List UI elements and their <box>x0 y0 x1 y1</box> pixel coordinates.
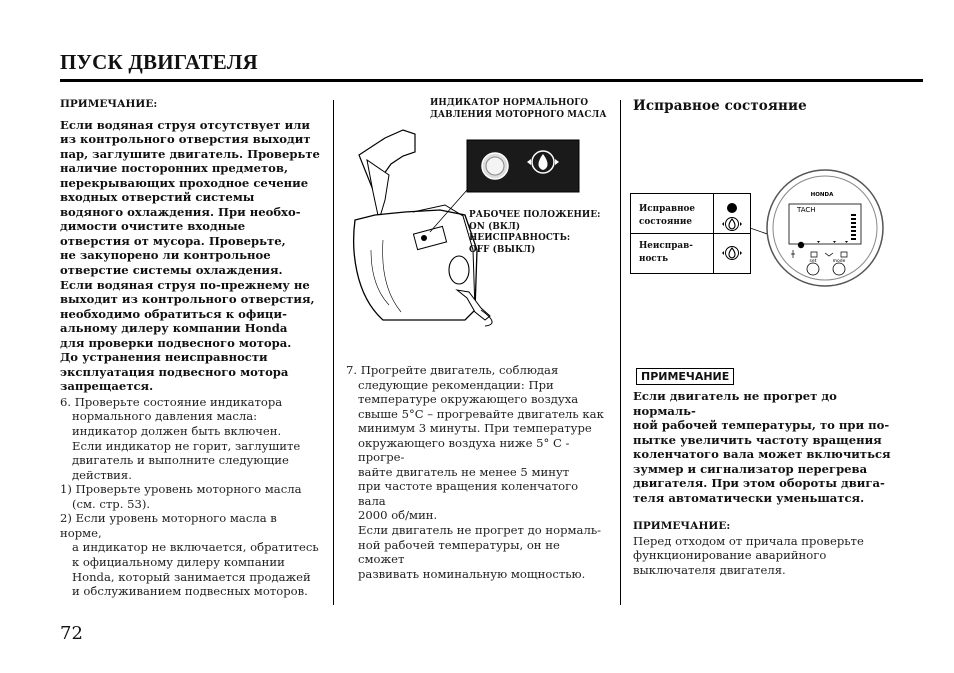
note-line: выключателя двигателя. <box>633 563 786 578</box>
note-bold <box>633 389 903 505</box>
note-heading: ПРИМЕЧАНИЕ: <box>60 98 158 110</box>
oil-lamp <box>798 242 804 248</box>
step-line: окружающего воздуха ниже 5° С - прогре- <box>358 435 570 465</box>
note-line: До устранения неисправности <box>60 350 268 365</box>
note2-heading: ПРИМЕЧАНИЕ: <box>633 520 731 533</box>
main-switch <box>449 256 469 284</box>
note-line: коленчатого вала может включиться <box>633 447 891 462</box>
section-heading: Исправное состояние <box>633 98 807 114</box>
note-box: ПРИМЕЧАНИЕ <box>636 368 734 385</box>
note-line: Перед отходом от причала проверьте <box>633 533 864 548</box>
note-line: двигателя. При этом обороты двига- <box>633 476 885 491</box>
step-line: минимум 3 минуты. При температуре <box>358 421 592 436</box>
note-line: пар, заглушите двигатель. Проверьте <box>60 146 320 161</box>
sub-step-line: и обслуживанием подвесных моторов. <box>72 584 308 599</box>
step-line: Если двигатель не прогрет до нормаль- <box>358 523 602 538</box>
step-line: индикатор должен быть включен. <box>72 424 282 439</box>
column-3-text <box>633 389 903 578</box>
title-rule <box>60 79 923 82</box>
state-line: НЕИСПРАВНОСТЬ: <box>469 233 571 243</box>
note-line: водяного охлаждения. При необхо- <box>60 204 301 219</box>
gauge-tach-label: TACH <box>797 206 816 214</box>
mode-button <box>833 263 845 275</box>
note-line: Если водяная струя отсутствует или <box>60 117 311 132</box>
step-line: развивать номинальную мощностью. <box>358 566 586 581</box>
note-line: теля автоматически уменьшатся. <box>633 490 865 505</box>
table-cell-text: Неисправ- <box>639 241 693 251</box>
note2-body <box>633 534 903 578</box>
sub-step-line: 1) Проверьте уровень моторного масла <box>60 482 302 497</box>
note-line: входных отверстий системы <box>60 190 255 205</box>
sub-step-line: а индикатор не включается, обратитесь <box>72 540 319 555</box>
note-line: выходит из контрольного отверстия, <box>60 292 315 307</box>
indicator-label-line: ИНДИКАТОР НОРМАЛЬНОГО <box>430 98 589 108</box>
mode-label: mode <box>832 259 846 264</box>
oil-pressure-icon-fault <box>722 247 742 260</box>
step-line: свыше 5°С – прогревайте двигатель как <box>358 406 604 421</box>
status-table <box>630 193 751 274</box>
step-line: 2000 об/мин. <box>358 508 438 523</box>
table-icons <box>714 194 750 273</box>
tachometer-gauge <box>765 168 885 288</box>
step-line: температуре окружающего воздуха <box>358 392 579 407</box>
note-line: зуммер и сигнализатор перегрева <box>633 461 868 476</box>
step-7 <box>346 363 606 581</box>
state-line: РАБОЧЕЕ ПОЛОЖЕНИЕ: <box>469 210 601 220</box>
note-line: перекрывающих проходное сечение <box>60 175 309 190</box>
table-cell-text: состояние <box>639 216 692 227</box>
note-line: ной рабочей температуры, то при по- <box>633 418 890 433</box>
step-line: действия. <box>72 467 132 482</box>
step-line: нормального давления масла: <box>72 409 258 424</box>
note-body <box>60 118 320 394</box>
step-6 <box>60 395 320 599</box>
table-cell-ok <box>639 203 695 228</box>
step-line: следующие рекомендации: При <box>358 377 554 392</box>
note-line: альному дилеру компании Honda <box>60 321 288 336</box>
page-title: ПУСК ДВИГАТЕЛЯ <box>60 50 258 74</box>
step-line: двигатель и выполните следующие <box>72 453 289 468</box>
sub-step-line: (см. стр. 53). <box>72 496 151 511</box>
note-line: димости очистите входные <box>60 219 246 234</box>
note-line: функционирование аварийного <box>633 548 827 563</box>
step-line: ной рабочей температуры, он не сможет <box>358 537 560 567</box>
sub-step-line: к официальному дилеру компании <box>72 554 285 569</box>
note-line: наличие посторонних предметов, <box>60 161 288 176</box>
note-line: для проверки подвесного мотора. <box>60 335 292 350</box>
note-line: запрещается. <box>60 379 154 394</box>
sub-step-line: 2) Если уровень моторного масла в норме, <box>60 511 277 540</box>
table-cell-text: Исправное <box>639 204 695 214</box>
lamp-on-icon <box>727 203 737 213</box>
step-line: при частоте вращения коленчатого вала <box>358 479 579 508</box>
column-divider-2 <box>620 100 621 605</box>
note-line: из контрольного отверстия выходит <box>60 132 311 147</box>
table-cell-fault <box>639 240 693 265</box>
note-line: пытке увеличить частоту вращения <box>633 432 882 447</box>
column-divider-1 <box>333 100 334 605</box>
state-line: ON (ВКЛ) <box>469 221 521 232</box>
sub-step-line: Honda, который занимается продажей <box>72 569 311 584</box>
note-line: Если двигатель не прогрет до нормаль- <box>633 389 837 418</box>
step-line: 6. Проверьте состояние индикатора <box>60 394 283 409</box>
indicator-label <box>430 98 607 121</box>
oil-pressure-icon-ok <box>722 218 742 231</box>
note-line: необходимо обратиться к офици- <box>60 306 287 321</box>
table-cell-text: ность <box>639 253 669 264</box>
indicator-states <box>469 210 601 256</box>
column-1 <box>60 97 320 599</box>
note-line: эксплуатация подвесного мотора <box>60 364 289 379</box>
indicator-label-line: ДАВЛЕНИЯ МОТОРНОГО МАСЛА <box>430 109 607 120</box>
note-line: Если водяная струя по-прежнему не <box>60 277 310 292</box>
step-line: Если индикатор не горит, заглушите <box>72 438 301 453</box>
state-line: OFF (ВЫКЛ) <box>469 244 536 255</box>
step-line: вайте двигатель не менее 5 минут <box>358 464 570 479</box>
page-number: 72 <box>60 623 83 644</box>
gauge-brand: HONDA <box>810 192 834 198</box>
note-line: отверстия от мусора. Проверьте, <box>60 233 286 248</box>
housing-indicator-lamp <box>421 235 427 241</box>
set-button <box>807 263 819 275</box>
indicator-lamp-inner <box>486 157 504 175</box>
note-line: отверстие системы охлаждения. <box>60 263 283 278</box>
set-label: set <box>809 259 817 264</box>
step-line: 7. Прогрейте двигатель, соблюдая <box>346 363 559 377</box>
note-line: не закупорено ли контрольное <box>60 248 271 263</box>
